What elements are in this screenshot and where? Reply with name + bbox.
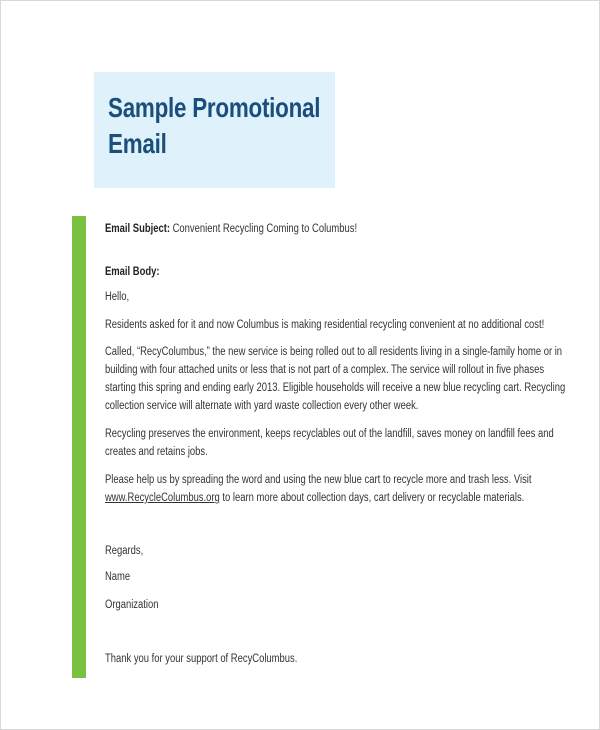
paragraph-4-rest: to learn more about collection days, cart delivery or recyclable materials. — [219, 492, 525, 504]
paragraph-4-line — [105, 491, 524, 505]
paragraph-3-line: creates and retains jobs. — [105, 446, 208, 458]
subject-value: Convenient Recycling Coming to Columbus! — [169, 223, 358, 235]
subject-label: Email Subject: — [105, 223, 170, 235]
paragraph-3-line: Recycling preserves the environment, keeps recyclables out of the landfill, saves money on landfill fees and — [105, 428, 554, 440]
page-title-line-2: Email — [108, 128, 167, 159]
paragraph-2-line: collection service will alternate with yard waste collection every other week. — [105, 400, 419, 412]
body-label-text: Email Body: — [105, 266, 160, 278]
closing-organization: Organization — [105, 599, 159, 611]
thank-you-note: Thank you for your support of RecyColumbus. — [105, 653, 298, 665]
closing-regards: Regards, — [105, 545, 144, 557]
paragraph-2-line: Called, “RecyColumbus,” the new service is being rolled out to all residents living in a single-family home or in — [105, 346, 563, 358]
paragraph-4-line: Please help us by spreading the word and using the new blue cart to recycle more and trash less. Visit — [105, 474, 532, 486]
page-title-line-1: Sample Promotional — [108, 92, 321, 123]
paragraph-2-line: building with four attached units or less that is not part of a complex. The service will rollout in five phases — [105, 364, 545, 376]
email-body-label — [105, 265, 160, 279]
recycle-columbus-link[interactable]: www.RecycleColumbus.org — [105, 492, 220, 504]
paragraph-2-line: starting this spring and ending early 2013. Eligible households will receive a new blue recycling cart. Recycling — [105, 382, 566, 394]
greeting: Hello, — [105, 291, 130, 303]
accent-bar — [72, 216, 86, 678]
email-subject — [105, 222, 357, 236]
closing-name: Name — [105, 571, 131, 583]
title-banner — [94, 72, 335, 188]
paragraph-1: Residents asked for it and now Columbus is making residential recycling convenient at no additional cost! — [105, 319, 545, 331]
